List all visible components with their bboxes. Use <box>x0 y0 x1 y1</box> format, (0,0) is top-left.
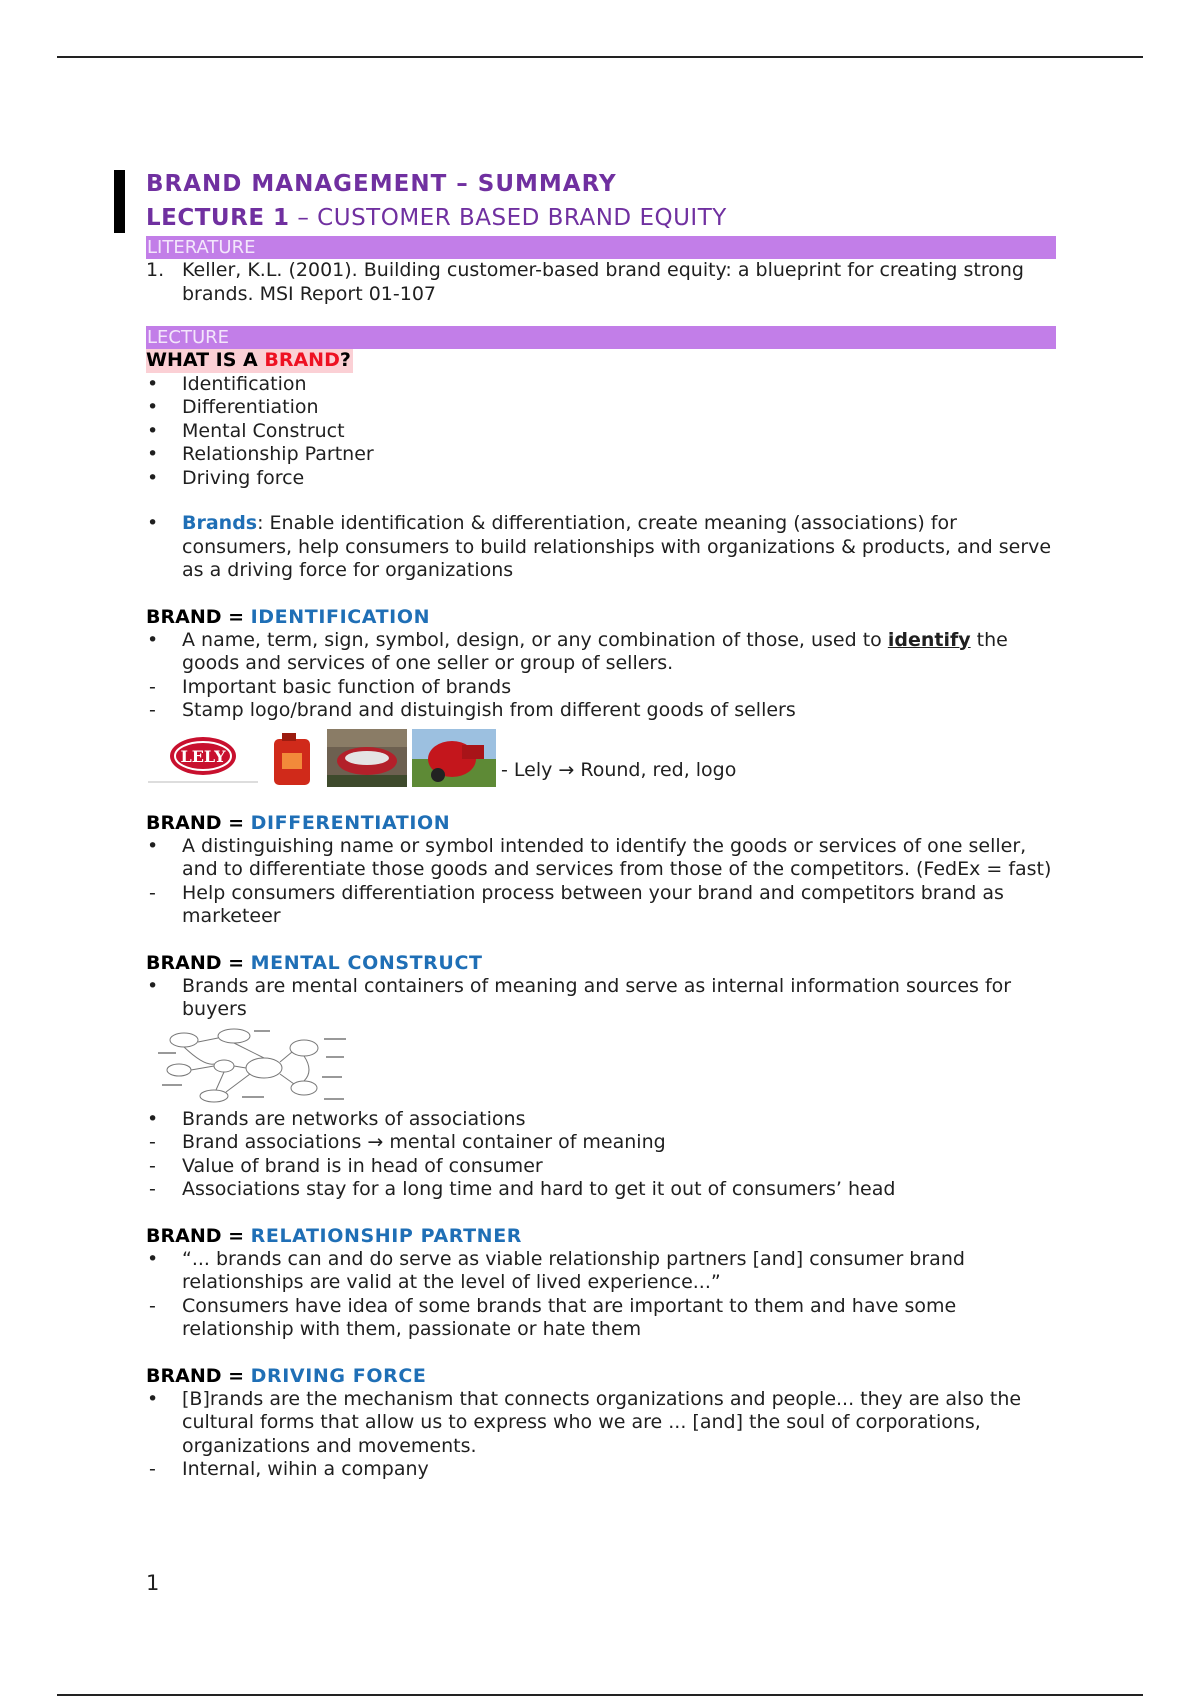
document-body <box>146 168 1056 1482</box>
brands-term: Brands <box>182 512 258 534</box>
identification-title: IDENTIFICATION <box>250 605 431 628</box>
dash-item: - Internal, wihin a company <box>146 1458 1056 1482</box>
bottom-rule <box>57 1694 1143 1696</box>
lely-robot-photo <box>327 729 407 787</box>
what-is-brand-heading <box>146 349 1056 373</box>
brand-prefix: BRAND = <box>146 605 251 628</box>
lely-caption: - Lely → Round, red, logo <box>501 758 737 781</box>
mental-construct-heading <box>146 951 1056 975</box>
brand-prefix: BRAND = <box>146 951 251 974</box>
mental-bullet: • Brands are networks of associations <box>146 1108 1056 1132</box>
brands-text: : Enable identification & differentiation, create meaning (associations) for consumers, help consumers to build relationships with organizations & products, and serve as a driving force for organizations <box>182 512 1052 581</box>
literature-item <box>146 259 1056 306</box>
lely-logo-text: LELY <box>180 746 226 766</box>
lely-product-images <box>146 729 496 791</box>
lecture-number: LECTURE 1 <box>146 205 290 231</box>
identification-text-a: A name, term, sign, symbol, design, or any combination of those, used to <box>182 628 888 651</box>
brand-prefix: BRAND = <box>146 1364 251 1387</box>
lely-baler-photo <box>412 729 496 787</box>
list-item: • Identification <box>146 373 1056 397</box>
identification-heading <box>146 605 1056 629</box>
relationship-bullet: • “... brands can and do serve as viable relationship partners [and] consumer brand relationships are valid at the level of lived experience...” <box>146 1248 1056 1295</box>
driving-force-heading <box>146 1364 1056 1388</box>
literature-item-text: Keller, K.L. (2001). Building customer-based brand equity: a blueprint for creating strong brands. MSI Report 01-107 <box>182 259 1024 305</box>
driving-force-title: DRIVING FORCE <box>250 1364 427 1387</box>
relationship-title: RELATIONSHIP PARTNER <box>250 1224 522 1247</box>
lecture-topic: CUSTOMER BASED BRAND EQUITY <box>317 205 727 231</box>
dash-item: - Associations stay for a long time and hard to get it out of consumers’ head <box>146 1178 1056 1202</box>
literature-band: LITERATURE <box>146 236 1056 259</box>
dash-item: - Important basic function of brands <box>146 676 1056 700</box>
top-rule <box>57 56 1143 58</box>
question-prefix: WHAT IS A <box>146 349 265 371</box>
lecture-band: LECTURE <box>146 326 1056 349</box>
dash-item: - Brand associations → mental container of meaning <box>146 1131 1056 1155</box>
differentiation-bullet: • A distinguishing name or symbol intended to identify the goods or services of one seller, and to differentiate those goods and services from those of the competitors. (FedEx = fast) <box>146 835 1056 882</box>
document-title: BRAND MANAGEMENT – SUMMARY <box>146 171 617 197</box>
lecture-dash: – <box>289 205 318 231</box>
red-canister-image <box>274 733 310 785</box>
page-number: 1 <box>146 1571 160 1595</box>
dash-item: - Value of brand is in head of consumer <box>146 1155 1056 1179</box>
literature-item-number: 1. <box>146 259 165 281</box>
question-mark: ? <box>339 349 351 371</box>
association-network-diagram <box>154 1026 354 1108</box>
list-item: • Differentiation <box>146 396 1056 420</box>
lely-logo-image <box>148 737 258 782</box>
list-item: • Driving force <box>146 467 1056 491</box>
lely-image-row <box>146 729 1056 789</box>
list-item: • Relationship Partner <box>146 443 1056 467</box>
brand-prefix: BRAND = <box>146 811 251 834</box>
title-marker-bar <box>114 170 125 233</box>
mental-bullet: • Brands are mental containers of meaning and serve as internal information sources for buyers <box>146 975 1056 1022</box>
identify-emphasis: identify <box>887 628 971 651</box>
identification-text-b: the goods and services of one seller or group of sellers. <box>182 628 1008 674</box>
dash-item: - Consumers have idea of some brands that are important to them and have some relationship with them, passionate or hate them <box>146 1295 1056 1342</box>
question-word: BRAND <box>264 349 340 371</box>
brands-definition <box>146 512 1056 583</box>
differentiation-heading <box>146 811 1056 835</box>
relationship-heading <box>146 1224 1056 1248</box>
list-item: • Mental Construct <box>146 420 1056 444</box>
differentiation-title: DIFFERENTIATION <box>250 811 451 834</box>
lecture-heading <box>146 200 1056 236</box>
brand-prefix: BRAND = <box>146 1224 251 1247</box>
driving-bullet: • [B]rands are the mechanism that connects organizations and people... they are also the cultural forms that allow us to express who we are ... [and] the soul of corporations, organizations and movements. <box>146 1388 1056 1459</box>
dash-item: - Stamp logo/brand and distuingish from different goods of sellers <box>146 699 1056 723</box>
dash-item: - Help consumers differentiation process between your brand and competitors brand as marketeer <box>146 882 1056 929</box>
identification-bullet <box>146 629 1056 676</box>
mental-construct-title: MENTAL CONSTRUCT <box>250 951 483 974</box>
